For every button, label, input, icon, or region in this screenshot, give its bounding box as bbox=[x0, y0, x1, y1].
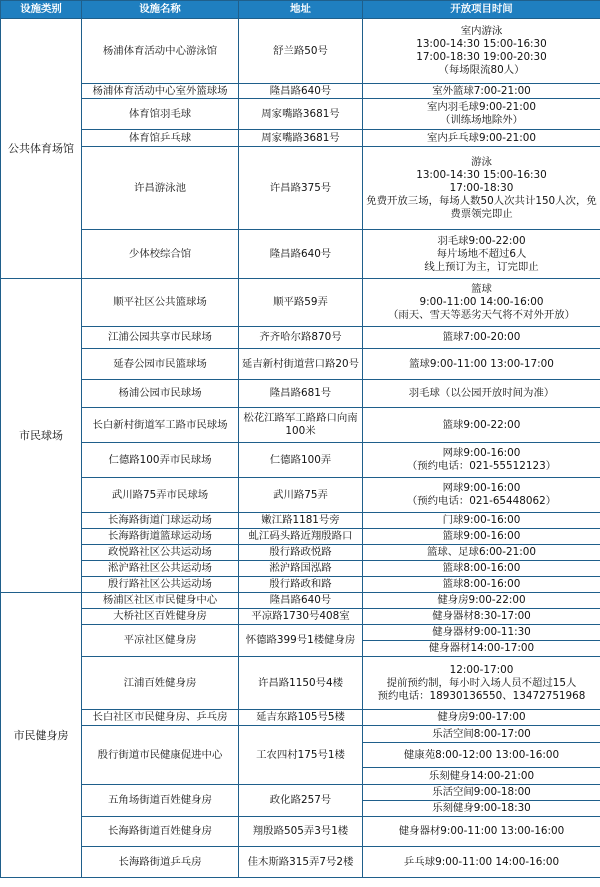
table-row bbox=[1, 847, 600, 878]
facility-hours: 乐刻健身14:00-21:00 bbox=[363, 768, 600, 785]
table-row bbox=[1, 327, 600, 349]
facility-address: 嫩江路1181号旁 bbox=[239, 513, 363, 529]
facility-name: 大桥社区百姓健身房 bbox=[82, 609, 239, 625]
facility-address: 殷行路政悦路 bbox=[239, 545, 363, 561]
facility-address: 隆昌路640号 bbox=[239, 593, 363, 609]
facility-hours: 健身器材14:00-17:00 bbox=[363, 641, 600, 657]
facility-address: 延吉东路105号5楼 bbox=[239, 710, 363, 726]
facility-name: 淞沪路社区公共运动场 bbox=[82, 561, 239, 577]
facility-hours: 羽毛球9:00-22:00 每片场地不超过6人 线上预订为主，订完即止 bbox=[363, 230, 600, 279]
facility-address: 翔殷路505弄3号1楼 bbox=[239, 817, 363, 847]
facility-hours: 室内乒乓球9:00-21:00 bbox=[363, 130, 600, 147]
facility-hours: 羽毛球（以公园开放时间为准） bbox=[363, 380, 600, 408]
facility-name: 杨浦区社区市民健身中心 bbox=[82, 593, 239, 609]
facility-name: 仁德路100弄市民球场 bbox=[82, 443, 239, 478]
facility-hours: 网球9:00-16:00 （预约电话：021-65448062） bbox=[363, 478, 600, 513]
facility-hours: 室内游泳 13:00-14:30 15:00-16:30 17:00-18:30 19:00-20:30 （每场限流80人） bbox=[363, 19, 600, 84]
table-row bbox=[1, 710, 600, 726]
facility-address: 舒兰路50号 bbox=[239, 19, 363, 84]
table-row bbox=[1, 478, 600, 513]
facility-name: 长白新村街道军工路市民球场 bbox=[82, 408, 239, 443]
facility-address: 殷行路政和路 bbox=[239, 577, 363, 593]
facility-name: 长海路街道百姓健身房 bbox=[82, 817, 239, 847]
header-category: 设施类别 bbox=[1, 1, 82, 19]
table-row bbox=[1, 657, 600, 710]
facility-name: 政悦路社区公共运动场 bbox=[82, 545, 239, 561]
facility-name: 江浦百姓健身房 bbox=[82, 657, 239, 710]
facility-hours: 乒乓球9:00-11:00 14:00-16:00 bbox=[363, 847, 600, 878]
facility-hours: 乐活空间9:00-18:00 bbox=[363, 785, 600, 801]
facility-address: 隆昌路640号 bbox=[239, 84, 363, 99]
facility-address: 许昌路375号 bbox=[239, 147, 363, 230]
header-hours: 开放项目时间 bbox=[363, 1, 600, 19]
table-row bbox=[1, 443, 600, 478]
table-row bbox=[1, 513, 600, 529]
facility-hours: 篮球7:00-20:00 bbox=[363, 327, 600, 349]
facility-hours: 12:00-17:00 提前预约制，每小时入场人员不超过15人 预约电话：18930136550、13472751968 bbox=[363, 657, 600, 710]
facility-hours: 室外篮球7:00-21:00 bbox=[363, 84, 600, 99]
facility-address: 武川路75弄 bbox=[239, 478, 363, 513]
facility-hours: 篮球8:00-16:00 bbox=[363, 561, 600, 577]
facility-name: 顺平社区公共篮球场 bbox=[82, 279, 239, 327]
facility-name: 少体校综合馆 bbox=[82, 230, 239, 279]
facility-address: 齐齐哈尔路870号 bbox=[239, 327, 363, 349]
table-row bbox=[1, 545, 600, 561]
facility-hours: 篮球8:00-16:00 bbox=[363, 577, 600, 593]
facility-hours: 健身房9:00-17:00 bbox=[363, 710, 600, 726]
facility-name: 长海路街道篮球运动场 bbox=[82, 529, 239, 545]
facility-address: 淞沪路国泓路 bbox=[239, 561, 363, 577]
facility-hours: 网球9:00-16:00 （预约电话：021-55512123） bbox=[363, 443, 600, 478]
facility-address: 政化路257号 bbox=[239, 785, 363, 817]
facility-address: 平凉路1730号408室 bbox=[239, 609, 363, 625]
table-row bbox=[1, 230, 600, 279]
table-row bbox=[1, 593, 600, 609]
facility-name: 殷行街道市民健康促进中心 bbox=[82, 726, 239, 785]
facility-address: 延吉新村街道营口路20号 bbox=[239, 349, 363, 380]
facility-hours: 篮球9:00-22:00 bbox=[363, 408, 600, 443]
table-row bbox=[1, 609, 600, 625]
table-header-row bbox=[1, 1, 600, 19]
table-row bbox=[1, 99, 600, 130]
facility-address: 佳木斯路315弄7号2楼 bbox=[239, 847, 363, 878]
facility-name: 殷行路社区公共运动场 bbox=[82, 577, 239, 593]
facility-hours: 室内羽毛球9:00-21:00 （训练场地除外） bbox=[363, 99, 600, 130]
facility-name: 杨浦体育活动中心室外篮球场 bbox=[82, 84, 239, 99]
facility-hours: 篮球、足球6:00-21:00 bbox=[363, 545, 600, 561]
facility-address: 隆昌路681号 bbox=[239, 380, 363, 408]
facility-hours: 健身房9:00-22:00 bbox=[363, 593, 600, 609]
facility-address: 隆昌路640号 bbox=[239, 230, 363, 279]
facility-name: 杨浦体育活动中心游泳馆 bbox=[82, 19, 239, 84]
facility-address: 怀德路399号1楼健身房 bbox=[239, 625, 363, 657]
table-row bbox=[1, 577, 600, 593]
facility-name: 长白社区市民健身房、乒乓房 bbox=[82, 710, 239, 726]
facility-address: 工农四村175号1楼 bbox=[239, 726, 363, 785]
facility-address: 周家嘴路3681号 bbox=[239, 99, 363, 130]
table-row bbox=[1, 84, 600, 99]
table-row bbox=[1, 349, 600, 380]
facility-hours: 乐刻健身9:00-18:30 bbox=[363, 801, 600, 817]
facility-name: 许昌游泳池 bbox=[82, 147, 239, 230]
facility-hours: 乐活空间8:00-17:00 bbox=[363, 726, 600, 743]
facility-name: 武川路75弄市民球场 bbox=[82, 478, 239, 513]
facility-name: 延春公园市民篮球场 bbox=[82, 349, 239, 380]
table-row bbox=[1, 19, 600, 84]
category-cell: 市民球场 bbox=[1, 279, 82, 593]
facility-hours: 健身器材9:00-11:30 bbox=[363, 625, 600, 641]
table-row bbox=[1, 785, 600, 801]
facility-hours: 篮球 9:00-11:00 14:00-16:00 （雨天、雪天等恶劣天气将不对外开放） bbox=[363, 279, 600, 327]
facility-address: 周家嘴路3681号 bbox=[239, 130, 363, 147]
facility-hours: 健身器材8:30-17:00 bbox=[363, 609, 600, 625]
table-row bbox=[1, 561, 600, 577]
facility-hours: 门球9:00-16:00 bbox=[363, 513, 600, 529]
facility-address: 仁德路100弄 bbox=[239, 443, 363, 478]
facility-name: 江浦公园共享市民球场 bbox=[82, 327, 239, 349]
facility-hours: 游泳 13:00-14:30 15:00-16:30 17:00-18:30 免费开放三场，每场人数50人次共计150人次，免费票领完即止 bbox=[363, 147, 600, 230]
facility-hours: 健身器材9:00-11:00 13:00-16:00 bbox=[363, 817, 600, 847]
facility-name: 杨浦公园市民球场 bbox=[82, 380, 239, 408]
table-row bbox=[1, 147, 600, 230]
facility-hours: 篮球9:00-16:00 bbox=[363, 529, 600, 545]
facility-hours: 健康苑8:00-12:00 13:00-16:00 bbox=[363, 743, 600, 768]
table-row bbox=[1, 817, 600, 847]
facility-hours: 篮球9:00-11:00 13:00-17:00 bbox=[363, 349, 600, 380]
facility-name: 五角场街道百姓健身房 bbox=[82, 785, 239, 817]
table-row bbox=[1, 625, 600, 641]
table-row bbox=[1, 130, 600, 147]
facility-name: 长海路街道门球运动场 bbox=[82, 513, 239, 529]
facility-address: 虬江码头路近翔殷路口 bbox=[239, 529, 363, 545]
table-row bbox=[1, 529, 600, 545]
table-row bbox=[1, 279, 600, 327]
header-name: 设施名称 bbox=[82, 1, 239, 19]
table-row bbox=[1, 380, 600, 408]
facility-name: 平凉社区健身房 bbox=[82, 625, 239, 657]
category-cell: 公共体育场馆 bbox=[1, 19, 82, 279]
facility-name: 体育馆羽毛球 bbox=[82, 99, 239, 130]
facility-address: 许昌路1150号4楼 bbox=[239, 657, 363, 710]
facility-address: 顺平路59弄 bbox=[239, 279, 363, 327]
table-row bbox=[1, 408, 600, 443]
category-cell: 市民健身房 bbox=[1, 593, 82, 878]
facility-name: 长海路街道乒乓房 bbox=[82, 847, 239, 878]
facility-address: 松花江路军工路路口向南100米 bbox=[239, 408, 363, 443]
facility-name: 体育馆乒乓球 bbox=[82, 130, 239, 147]
header-address: 地址 bbox=[239, 1, 363, 19]
table-row bbox=[1, 726, 600, 743]
